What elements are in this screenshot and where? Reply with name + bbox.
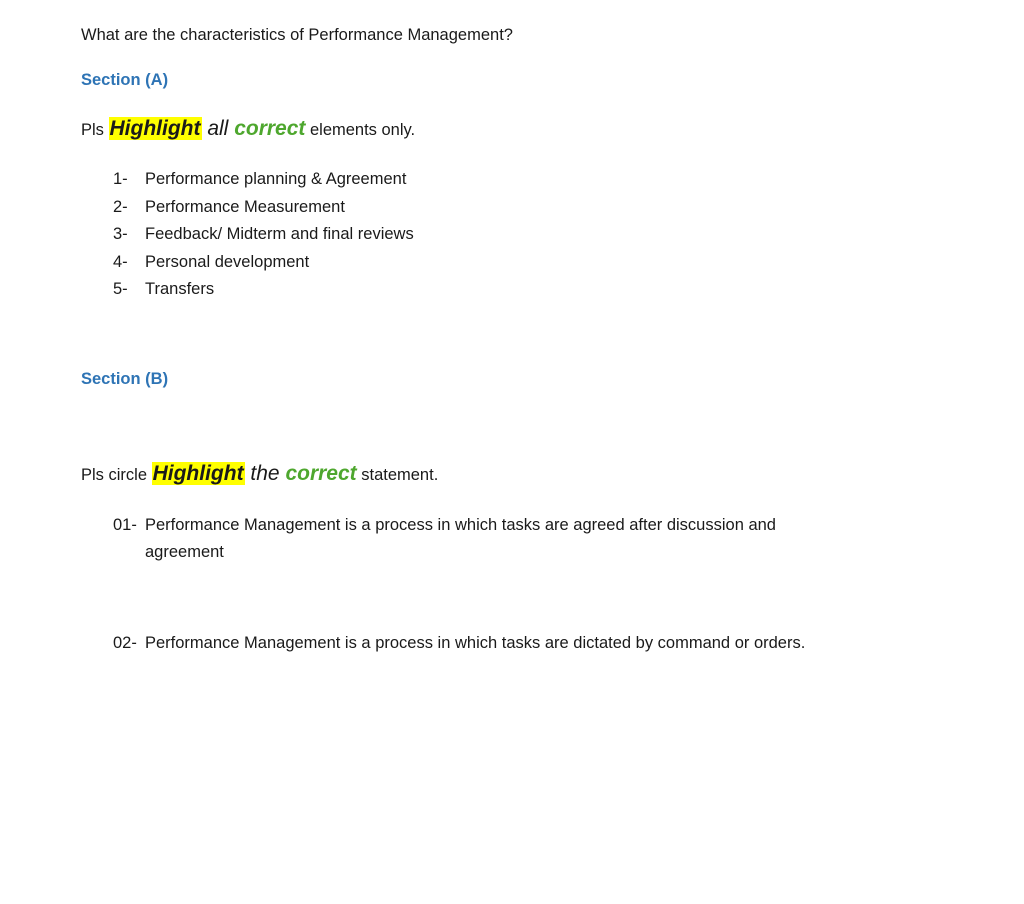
- list-item: [113, 253, 414, 281]
- instruction-prefix: Pls: [81, 121, 109, 139]
- instruction-italic: the: [244, 462, 286, 485]
- section-b-instruction: [81, 462, 438, 486]
- list-item: [113, 225, 414, 253]
- section-b-heading: Section (B): [81, 370, 169, 388]
- highlight-word: Highlight: [109, 117, 201, 140]
- statement-text: Performance Management is a process in which tasks are agreed after discussion and agreement: [145, 516, 776, 561]
- statement-item: [113, 512, 873, 566]
- correct-word: correct: [234, 117, 306, 140]
- question-title: What are the characteristics of Performance Management?: [81, 26, 513, 44]
- instruction-suffix: elements only.: [305, 121, 416, 139]
- instruction-suffix: statement.: [356, 466, 439, 484]
- section-a-instruction: [81, 117, 415, 141]
- statement-item: [113, 630, 873, 657]
- correct-word: correct: [285, 462, 357, 485]
- list-item-number: 4-: [113, 252, 128, 271]
- list-item-number: 2-: [113, 197, 128, 216]
- list-item-text: Performance planning & Agreement: [145, 170, 407, 188]
- statement-number: 02-: [113, 634, 137, 652]
- list-item-number: 5-: [113, 280, 128, 299]
- list-item: [113, 198, 414, 226]
- instruction-italic: all: [201, 117, 235, 140]
- list-item-text: Feedback/ Midterm and final reviews: [145, 225, 414, 244]
- section-a-heading: Section (A): [81, 71, 169, 89]
- characteristics-list: [113, 170, 414, 308]
- list-item-number: 1-: [113, 170, 128, 188]
- list-item-number: 3-: [113, 225, 128, 244]
- statement-text: Performance Management is a process in which tasks are dictated by command or orders.: [145, 634, 806, 652]
- highlight-word: Highlight: [152, 462, 244, 485]
- list-item: [113, 280, 414, 308]
- instruction-prefix: Pls circle: [81, 466, 152, 484]
- statement-number: 01-: [113, 516, 137, 534]
- list-item-text: Personal development: [145, 252, 310, 271]
- list-item: [113, 170, 414, 198]
- list-item-text: Transfers: [145, 280, 215, 299]
- list-item-text: Performance Measurement: [145, 197, 345, 216]
